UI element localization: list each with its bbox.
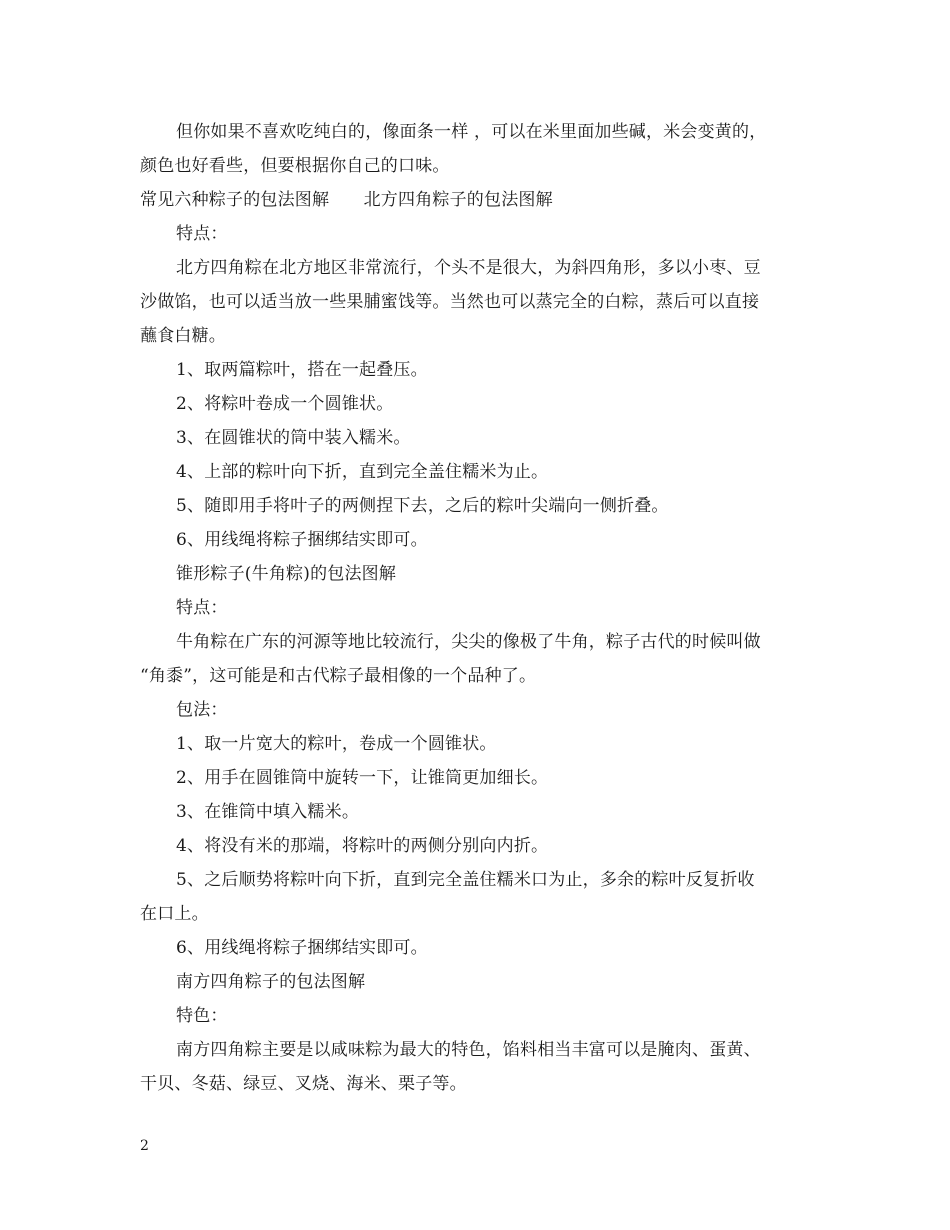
step-item: 4、将没有米的那端，将粽叶的两侧分别向内折。 [176,836,549,856]
section-heading: 常见六种粽子的包法图解 北方四角粽子的包法图解 [140,190,553,210]
paragraph-line: 牛角粽在广东的河源等地比较流行，尖尖的像极了牛角，粽子古代的时候叫做 [176,632,761,652]
step-item: 2、用手在圆锥筒中旋转一下，让锥筒更加细长。 [176,768,549,788]
step-item: 1、取一片宽大的粽叶，卷成一个圆锥状。 [176,734,497,754]
step-item: 1、取两篇粽叶，搭在一起叠压。 [176,360,428,380]
subheading: 特点： [176,224,228,244]
paragraph-line: 颜色也好看些，但要根据你自己的口味。 [140,156,450,176]
step-item: 3、在圆锥状的筒中装入糯米。 [176,428,411,448]
section-heading: 锥形粽子(牛角粽)的包法图解 [176,564,397,584]
paragraph-line: 沙做馅，也可以适当放一些果脯蜜饯等。当然也可以蒸完全的白粽，蒸后可以直接 [140,292,760,312]
paragraph-line: 干贝、冬菇、绿豆、叉烧、海米、栗子等。 [140,1074,467,1094]
step-item: 2、将粽叶卷成一个圆锥状。 [176,394,394,414]
subheading: 特色： [176,1006,228,1026]
paragraph-line: 蘸食白糖。 [140,326,226,346]
paragraph-line: 南方四角粽主要是以咸味粽为最大的特色，馅料相当丰富可以是腌肉、蛋黄、 [176,1040,761,1060]
step-item: 6、用线绳将粽子捆绑结实即可。 [176,938,428,958]
step-item-continuation: 在口上。 [140,904,209,924]
subheading: 包法： [176,700,228,720]
step-item: 5、之后顺势将粽叶向下折，直到完全盖住糯米口为止，多余的粽叶反复折收 [176,870,755,890]
step-item: 4、上部的粽叶向下折，直到完全盖住糯米为止。 [176,462,549,482]
step-item: 3、在锥筒中填入糯米。 [176,802,360,822]
paragraph-line: 但你如果不喜欢吃纯白的，像面条一样 ，可以在米里面加些碱，米会变黄的， [176,122,767,142]
step-item: 5、随即用手将叶子的两侧捏下去，之后的粽叶尖端向一侧折叠。 [176,496,669,516]
subheading: 特点： [176,598,228,618]
page-number: 2 [140,1138,149,1154]
paragraph-line: “角黍”，这可能是和古代粽子最相像的一个品种了。 [140,666,537,686]
paragraph-line: 北方四角粽在北方地区非常流行，个头不是很大，为斜四角形，多以小枣、豆 [176,258,761,278]
step-item: 6、用线绳将粽子捆绑结实即可。 [176,530,428,550]
section-heading: 南方四角粽子的包法图解 [176,972,366,992]
